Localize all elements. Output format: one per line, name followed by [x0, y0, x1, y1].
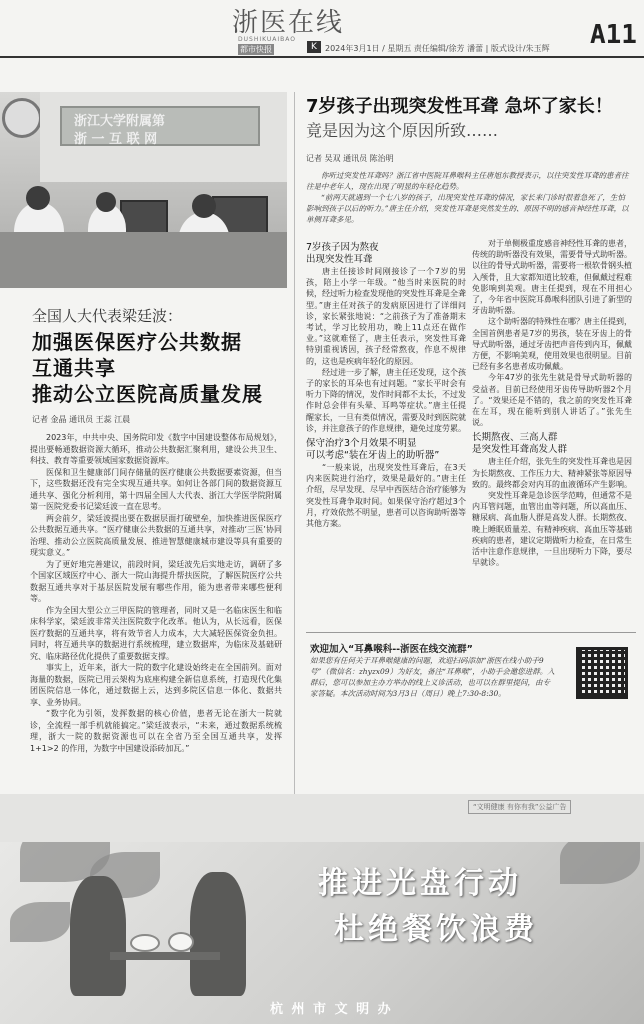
plate-icon [130, 934, 160, 952]
paragraph: 这个助听器的特殊性在哪？唐主任提到，全国首例患者是7岁的男孩，装在牙齿上的骨导式助听器，通过牙齿把声音传到内耳，佩戴方便，不影响美观，使用效果也很明显。目前已经有多名患者成功佩戴。 [472, 317, 632, 372]
brand-logo-icon: K [307, 41, 321, 53]
promo-body: 如果您有任何关于耳鼻喉健康的问题，欢迎扫码添加“浙医在线小助手9号”（微信名：zhyzx09）为好友，备注“耳鼻喉”，小助手会邀您进群。入群后，您可以参加主办方举办的线上义诊活动，也可以在群里提问，由专家答疑。本次活动时间为3月3日（周日）晚上7:30-8:30。 [310, 656, 555, 698]
header-divider [0, 56, 644, 58]
lead-paragraph: “前两天就遇到一个七八岁的孩子，出现突发性耳聋的情况，家长来门诊时很着急死了，生怕影响到孩子以后的听力。”唐主任介绍，突发性耳聋是突然发生的、原因不明的感音神经性耳聋，以单侧耳聋多见。 [306, 193, 629, 224]
doctor-head [26, 186, 50, 210]
left-article-title-line: 推动公立医院高质量发展 [32, 382, 263, 406]
right-article-subtitle: 竟是因为这个原因所致…… [306, 121, 499, 140]
dining-table [110, 952, 220, 960]
ad-tag: “文明健康 有你有我”公益广告 [468, 800, 571, 814]
right-article-title: 7岁孩子出现突发性耳聋 急坏了家长！ [306, 96, 613, 117]
left-article-body [30, 432, 282, 832]
hospital-sign [60, 106, 260, 146]
leaf-decoration-icon [10, 902, 70, 942]
hospital-logo-icon [2, 98, 42, 138]
promo-title: 欢迎加入“耳鼻喉科--浙医在线交流群” [310, 644, 473, 655]
doctor-head [96, 192, 116, 212]
right-article-byline: 记者 吴双 通讯员 陈治明 [306, 154, 394, 163]
paragraph: 对于单侧极重度感音神经性耳聋的患者，传统的助听器没有效果，需要骨导式助听器。以往的骨导式助听器，需要将一根软骨钢头植入颅骨，且大家都知道比较难，但佩戴过程难免影响到美观。唐主任提到，现在不用担心了，今年省中医院耳鼻喉科团队引进了新型的牙齿助听器。 [472, 239, 632, 316]
paragraph: 医保和卫生健康部门间存储量的医疗健康公共数据要素资源，但当下，这些数据还没有完全实现互通共享。如何让各部门间的数据资源互通共享、强化分析利用，第十四届全国人大代表、浙江大学医学院附属第一医院党委书记梁廷波一直在思考。 [30, 467, 282, 511]
diner-figure [190, 872, 246, 996]
column-divider [294, 92, 295, 832]
issue-info: 2024年3月1日 / 星期五 责任编辑/徐芳 潘蕾 | 版式设计/朱玉辉 [325, 44, 550, 53]
paragraph: 经过进一步了解，唐主任还发现，这个孩子的家长的耳朵也有过问题。“家长平时会有听力下降的情况，发作时间都不太长，不过发作时总会伴有头晕、耳鸣等症状。”唐主任提醒家长，一旦有类似情况，需要及时到医院就诊，并注意孩子的作息规律，避免过度劳累。 [306, 367, 466, 433]
right-article-lead [306, 170, 632, 225]
paragraph: 两会前夕，梁廷波提出要在数据层面打破壁垒，加快推进医保医疗公共数据互通共享。“医疗健康公共数据的互通共享，对推动‘三医’协同治理、推动公立医院高质量发展、推进智慧健康城市建设等具有重要的现实意义。” [30, 513, 282, 557]
ad-organization: 杭 州 市 文 明 办 [270, 1002, 393, 1017]
page-number: A11 [590, 20, 637, 50]
paragraph: 今年47岁的张先生就是骨导式助听器的受益者。目前已经使用牙齿传导助听器2个月了。“效果还是不错的，我之前的突发性耳聋在左耳，现在能听到别人讲话了。”张先生说。 [472, 373, 632, 428]
monitor [120, 200, 168, 234]
brand-pinyin: DUSHIKUAIBAO [238, 36, 296, 43]
left-article-title-line: 加强医保医疗公共数据 [32, 330, 242, 354]
paragraph: “数字化为引领，发挥数据的核心价值，患者无论在浙大一院就诊，全流程一部手机就能搞定。”梁廷波表示，“未来，通过数据系统梳理，浙大一院的数据资源也可以在全省乃至全国互通共享，发挥1+1>2 的作用，为数字中国建设添砖加瓦。” [30, 709, 282, 753]
left-article-byline: 记者 金晶 通讯员 王蕊 江晨 [32, 415, 131, 424]
doctor-head [192, 194, 216, 218]
sign-line-2: 浙 一 互 联 网 [74, 132, 158, 147]
right-article-column-2 [472, 238, 632, 628]
plate-icon [168, 932, 194, 952]
ad-slogan-line-2: 杜绝餐饮浪费 [334, 912, 538, 947]
diner-figure [70, 876, 126, 996]
sign-line-1: 浙江大学附属第 [74, 114, 166, 129]
ad-slogan-line-1: 推进光盘行动 [318, 866, 522, 901]
qr-code-icon[interactable] [576, 647, 628, 699]
section-title: 浙医在线 [232, 8, 345, 38]
section-heading: 保守治疗3个月效果不明显 可以考虑“装在牙齿上的助听器” [306, 438, 440, 462]
hospital-photo [0, 92, 287, 288]
paragraph: 2023年，中共中央、国务院印发《数字中国建设整体布局规划》，提出要畅通数据资源大循环，推动公共数据汇聚利用，建设公共卫生、科技、教育等重要领域国家数据资源库。 [30, 433, 282, 465]
paragraph: 唐主任介绍，张先生的突发性耳聋也是因为长期熬夜、工作压力大、精神紧张等原因导致的。最终都会对内耳的血液循环产生影响。 [472, 457, 632, 489]
left-article-subtitle: 全国人大代表梁廷波： [32, 307, 183, 325]
paragraph: 突发性耳聋是急诊医学范畴，但通常不是内耳管问题，血管出血等问题，所以高血压、糖尿病、高血脂人群是高发人群。长期熬夜、晚上睡眠质量差、有精神疾病、高血压等基础疾病的患者，建议定期做听力检查，在日常生活中注意作息规律，一旦出现听力下降，要尽早就诊。 [472, 491, 632, 568]
left-article-title-line: 互通共享 [32, 356, 116, 380]
paragraph: 作为全国大型公立三甲医院的管理者，同时又是一名临床医生和临床科学家，梁廷波非常关注医院数字化改革。他认为，从长远看，医保医疗数据的互通共享，将有效节省人力成本，大大减轻医保资金负担。同时，将互通共享的数据进行系统梳理，建立数据库，为临床及基础研究、临床路径优化提供了重要数据支撑。 [30, 605, 282, 661]
paragraph: 唐主任接诊时间刚接诊了一个7岁的男孩，陪上小学一年级。“他当时来医院的时候，经过听力检查发现他的突发性耳聋是全聋型。”唐主任对孩子的发病原因进行了详细问诊，家长紧张地说：“之前孩子为了准备期末考试，学习比较用功，晚上11点还在做作业。”这就难怪了，唐主任表示，突发性耳聋特别重视诱因，孩子经常熬夜，作息不规律的，这也是疾病年轻化的原因。 [306, 267, 466, 366]
section-heading: 长期熬夜、三高人群 是突发性耳聋高发人群 [472, 432, 568, 456]
desk [0, 232, 287, 288]
brand-name: 都市快报 [240, 45, 272, 54]
paragraph: 事实上，近年来，浙大一院的数字化建设始终走在全国前列。面对海量的数据，医院已用云架构为底座构建全新信息系统，打造现代化集团医院信息一体化，通过数据上云，达到多院区信息一体化、数据共享、业务协同。 [30, 663, 282, 707]
leaf-decoration-icon [560, 842, 640, 884]
paragraph: 为了更好地完善建议，前段时间，梁廷波先后实地走访，调研了多个国家区域医疗中心、浙大一院山海提升帮扶医院，了解医院医疗公共数据互通共享对于基层医院发展有哪些作用，能为患者带来哪些便利等。 [30, 559, 282, 603]
lead-paragraph: 你听过突发性耳聋吗？浙江省中医院耳鼻喉科主任唐旭东教授表示，以往突发性耳聋的患者往往是中老年人，现在出现了明显的年轻化趋势。 [306, 171, 629, 191]
section-heading: 7岁孩子因为熬夜 出现突发性耳聋 [306, 242, 379, 265]
right-article-column-1 [306, 238, 466, 628]
paragraph: “一般来说，出现突发性耳聋后，在3天内来医院进行治疗，效果是最好的。”唐主任介绍，尽早发现、尽早中西医结合治疗能够为突发性耳聋争取时间。如果保守治疗超过3个月，疗效依然不明显，患者可以咨询助听器等其他方案。 [306, 463, 466, 529]
